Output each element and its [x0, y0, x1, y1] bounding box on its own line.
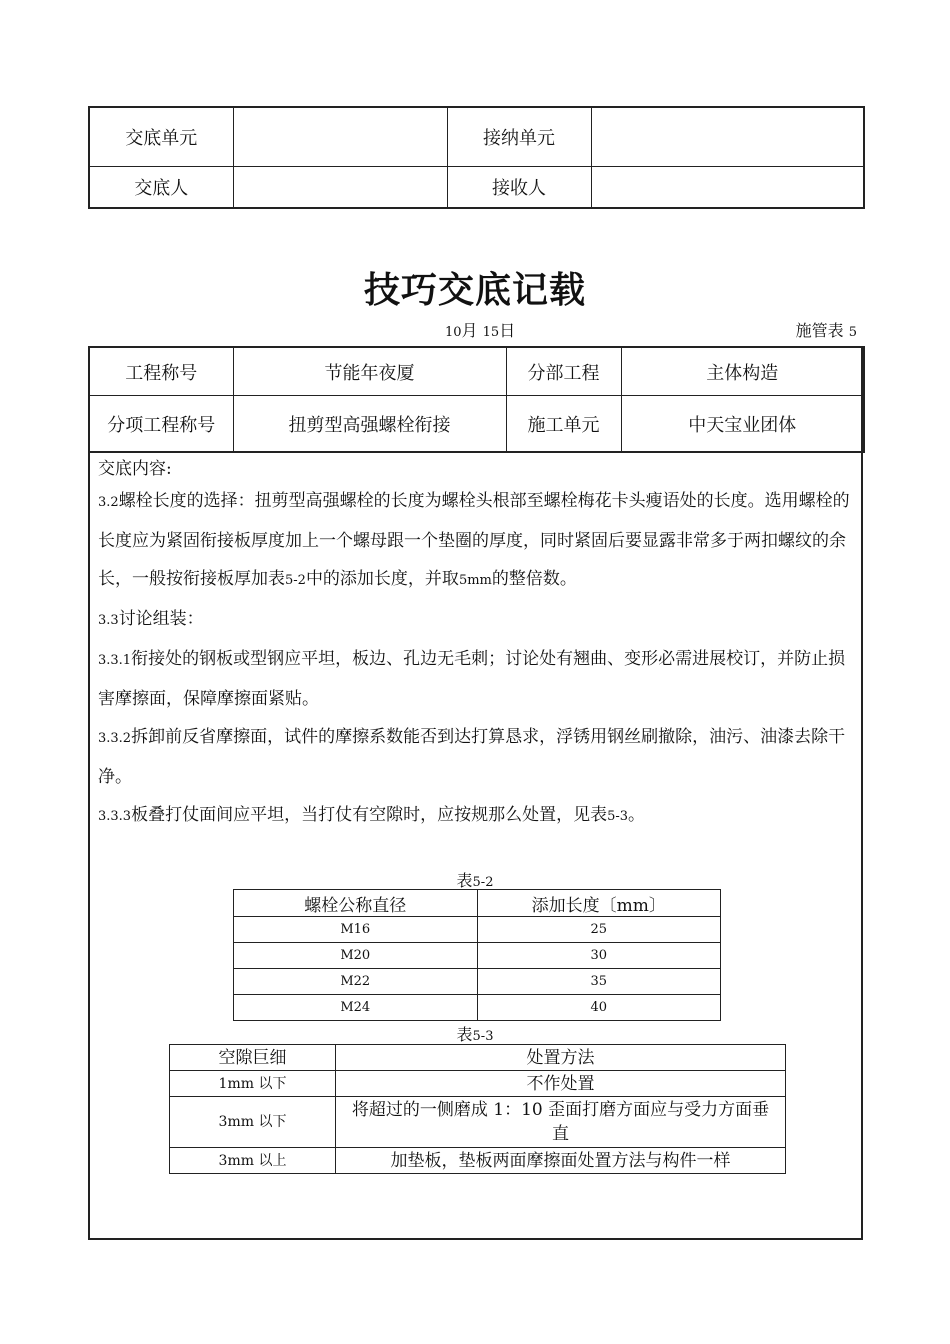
- table-cell: 30: [477, 943, 721, 969]
- table-cell: M16: [234, 917, 478, 943]
- contractor-value: 中天宝业团体: [621, 396, 864, 453]
- subitem-value: 扭剪型高强螺栓衔接: [233, 396, 506, 453]
- table-cell: 3mm 以下: [170, 1097, 336, 1148]
- table-cell: 3mm 以上: [170, 1148, 336, 1174]
- paragraph-number: 3.3.1: [98, 653, 132, 668]
- paragraph-text: 的整倍数。: [491, 569, 577, 589]
- table-cell: 加垫板，垫板两面摩擦面处置方法与构件一样: [336, 1148, 786, 1174]
- contractor-label: 施工单元: [506, 396, 621, 453]
- table-5-2: [233, 889, 721, 1021]
- paragraph-3-3-2: [98, 718, 850, 796]
- paragraph-number: 3.3: [98, 613, 119, 628]
- caption-number: 5-3: [472, 1029, 494, 1044]
- handover-person-value[interactable]: [233, 167, 447, 209]
- project-info-table: [88, 346, 865, 453]
- table-ref: 5-2: [285, 573, 306, 588]
- column-header: 添加长度〔mm〕: [477, 890, 721, 917]
- table-cell: 25: [477, 917, 721, 943]
- date-day: 15: [482, 325, 500, 340]
- paragraph-text: 讨论组装：: [118, 609, 204, 629]
- column-header: 处置方法: [336, 1045, 786, 1071]
- caption-number: 5-2: [472, 875, 494, 890]
- project-name-value: 节能年夜厦: [233, 347, 506, 396]
- table-5-3-caption: [0, 1022, 950, 1045]
- table-row: [170, 1097, 786, 1148]
- caption-prefix: 表: [456, 871, 473, 890]
- table-5-2-caption: [0, 868, 950, 891]
- paragraph-text: 衔接处的钢板或型钢应平坦，板边、孔边无毛刺；讨论处有翘曲、变形必需进展校订，并防止损害摩擦面，保障摩擦面紧贴。: [98, 649, 846, 709]
- paragraph-text: 。: [628, 805, 646, 825]
- paragraph-number: 3.3.3: [98, 809, 132, 824]
- table-header-row: [170, 1045, 786, 1071]
- handover-unit-value[interactable]: [233, 107, 447, 167]
- division-label: 分部工程: [506, 347, 621, 396]
- table-cell: 不作处置: [336, 1071, 786, 1097]
- table-cell: 40: [477, 995, 721, 1021]
- receiver-value[interactable]: [591, 167, 864, 209]
- date: [445, 318, 515, 341]
- paragraph-number: 3.2: [98, 495, 119, 510]
- page-title: 技巧交底记载: [363, 270, 586, 311]
- paragraph-text: 中的添加长度，并取: [305, 569, 459, 589]
- info-row-2: [89, 396, 864, 453]
- column-header: 螺栓公称直径: [234, 890, 478, 917]
- form-number: [796, 318, 857, 341]
- table-cell: M22: [234, 969, 478, 995]
- unit-ref: 5mm: [458, 573, 492, 588]
- table-row: [234, 995, 721, 1021]
- table-cell: M20: [234, 943, 478, 969]
- subitem-label: 分项工程称号: [89, 396, 233, 453]
- caption-prefix: 表: [456, 1025, 473, 1044]
- disclosure-content: [98, 456, 850, 836]
- division-value: 主体构造: [621, 347, 864, 396]
- table-5-3: [169, 1044, 786, 1174]
- table-cell: M24: [234, 995, 478, 1021]
- table-row: [170, 1148, 786, 1174]
- table-cell: 35: [477, 969, 721, 995]
- paragraph-text: 板叠打仗面间应平坦，当打仗有空隙时，应按规那么处置，见表: [131, 805, 608, 825]
- paragraph-3-3-1: [98, 640, 850, 718]
- table-row: [234, 917, 721, 943]
- sign-row-unit: [89, 107, 864, 167]
- content-heading: 交底内容:: [98, 459, 172, 479]
- paragraph-text: 螺栓长度的选择：扭剪型高强螺栓的长度为螺栓头根部至螺栓梅花卡头瘦语处的长度。选用螺栓的长度应为紧固衔接板厚度加上一个螺母跟一个垫圈的厚度，同时紧固后要显露非常多于两扣螺纹的余长，一般按衔接板厚加表: [98, 491, 850, 589]
- form-number-value: 5: [848, 325, 857, 340]
- sign-row-person: [89, 167, 864, 209]
- date-month: 10: [445, 325, 462, 340]
- table-row: [234, 943, 721, 969]
- date-day-unit: 日: [499, 321, 516, 340]
- column-header: 空隙巨细: [170, 1045, 336, 1071]
- paragraph-number: 3.3.2: [98, 731, 132, 746]
- sign-off-table: [88, 106, 865, 209]
- table-cell: 将超过的一侧磨成 1：10 歪面打磨方面应与受力方面垂直: [336, 1097, 786, 1148]
- paragraph-text: 拆卸前反省摩擦面，试件的摩擦系数能否到达打算恳求，浮锈用钢丝刷撤除，油污、油漆去除干净。: [98, 727, 846, 787]
- form-number-label: 施管表: [795, 321, 844, 340]
- receiving-unit-label: 接纳单元: [447, 107, 591, 167]
- handover-unit-label: 交底单元: [89, 107, 233, 167]
- receiver-label: 接收人: [447, 167, 591, 209]
- receiving-unit-value[interactable]: [591, 107, 864, 167]
- table-cell: 1mm 以下: [170, 1071, 336, 1097]
- project-name-label: 工程称号: [89, 347, 233, 396]
- paragraph-3-3-3: [98, 796, 850, 836]
- info-row-1: [89, 347, 864, 396]
- table-row: [234, 969, 721, 995]
- paragraph-3-3: [98, 600, 850, 640]
- table-row: [170, 1071, 786, 1097]
- paragraph-3-2: [98, 482, 850, 600]
- handover-person-label: 交底人: [89, 167, 233, 209]
- table-header-row: [234, 890, 721, 917]
- date-month-unit: 月: [461, 321, 478, 340]
- table-ref: 5-3: [607, 809, 629, 824]
